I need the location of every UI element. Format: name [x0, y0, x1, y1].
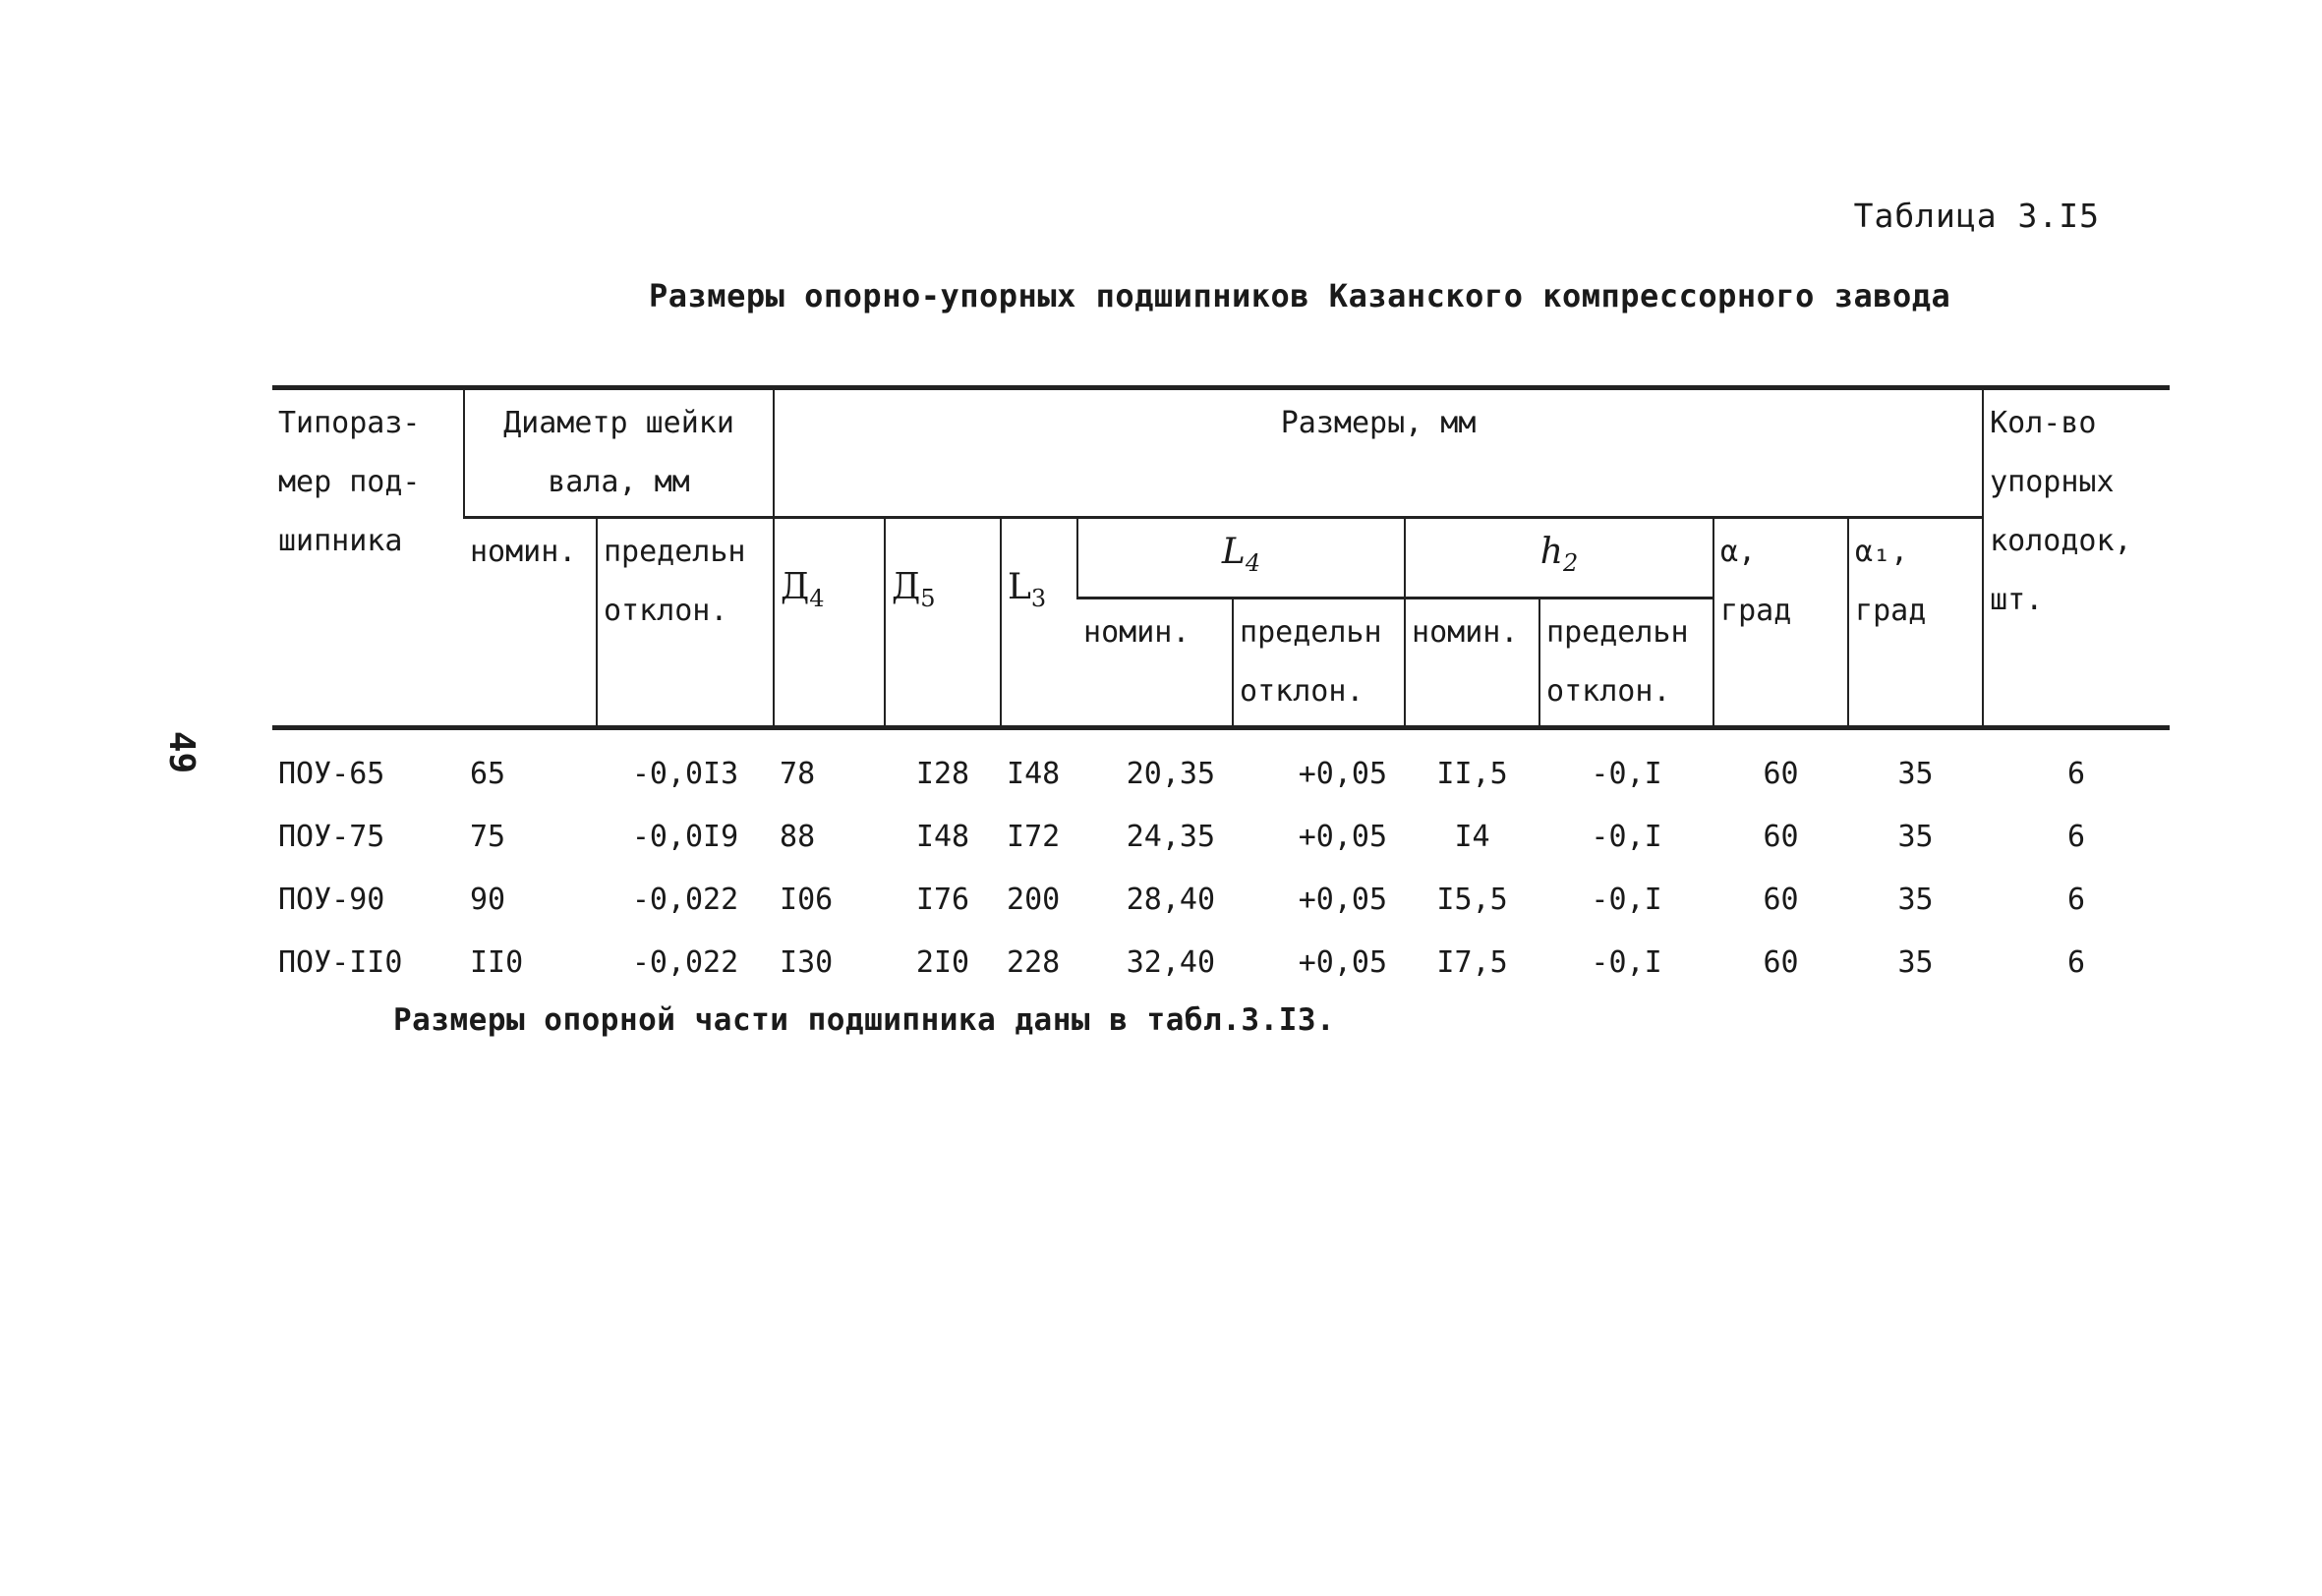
cell-alpha1: 35 — [1897, 756, 1934, 791]
header-l4-nominal: номин. — [1077, 598, 1233, 728]
table-row — [272, 805, 2170, 868]
cell-d4: I06 — [780, 882, 834, 917]
header-l3: $L_3$ — [1001, 518, 1077, 728]
cell-l4-nom: 28,40 — [1126, 882, 1216, 917]
cell-d5: I28 — [915, 756, 970, 791]
cell-count: 6 — [2067, 882, 2086, 917]
table-row — [272, 931, 2170, 994]
header-sizes: Размеры, мм — [774, 388, 1983, 518]
footnote: Размеры опорной части подшипника даны в табл.3.I3. — [393, 1002, 1336, 1038]
cell-alpha: 60 — [1763, 756, 1799, 791]
cell-alpha1: 35 — [1897, 819, 1934, 854]
cell-h2-dev: -0,I — [1591, 882, 1662, 917]
cell-shaft-nom: 65 — [470, 756, 506, 791]
header-shoe-count: Кол-во упорных колодок, шт. — [1983, 388, 2170, 728]
cell-h2-dev: -0,I — [1591, 819, 1662, 854]
header-h2-nominal: номин. — [1405, 598, 1539, 728]
table-row — [272, 728, 2170, 806]
cell-d4: 88 — [780, 819, 816, 854]
cell-d5: I48 — [915, 819, 970, 854]
cell-l4-nom: 20,35 — [1126, 756, 1216, 791]
cell-l3: 200 — [1007, 882, 1061, 917]
cell-l4-dev: +0,05 — [1298, 756, 1388, 791]
header-shaft-nominal: номин. — [464, 518, 597, 728]
cell-l4-nom: 32,40 — [1126, 944, 1216, 980]
cell-shaft-dev: -0,022 — [631, 944, 739, 980]
cell-l4-nom: 24,35 — [1126, 819, 1216, 854]
cell-l4-dev: +0,05 — [1298, 944, 1388, 980]
cell-h2-nom: I5,5 — [1436, 882, 1508, 917]
cell-alpha: 60 — [1763, 819, 1799, 854]
cell-type: ПОУ-75 — [278, 819, 385, 854]
cell-d5: I76 — [915, 882, 970, 917]
table-title: Размеры опорно-упорных подшипников Казанского компрессорного завода — [649, 277, 1951, 314]
header-h2-deviation: предельн отклон. — [1539, 598, 1713, 728]
header-alpha: α, град — [1713, 518, 1848, 728]
cell-count: 6 — [2067, 944, 2086, 980]
table-row — [272, 868, 2170, 931]
cell-count: 6 — [2067, 819, 2086, 854]
cell-shaft-nom: II0 — [470, 944, 524, 980]
cell-shaft-dev: -0,022 — [631, 882, 739, 917]
cell-d4: I30 — [780, 944, 834, 980]
page-number: 49 — [161, 730, 203, 774]
cell-h2-nom: II,5 — [1436, 756, 1508, 791]
cell-alpha: 60 — [1763, 944, 1799, 980]
cell-alpha1: 35 — [1897, 882, 1934, 917]
cell-alpha1: 35 — [1897, 944, 1934, 980]
cell-l3: I72 — [1007, 819, 1061, 854]
cell-l4-dev: +0,05 — [1298, 882, 1388, 917]
header-d4: $Д_4$ — [774, 518, 885, 728]
cell-h2-dev: -0,I — [1591, 756, 1662, 791]
header-bearing-type: Типораз-мер под-шипника — [272, 388, 464, 728]
cell-h2-nom: I7,5 — [1436, 944, 1508, 980]
cell-l3: I48 — [1007, 756, 1061, 791]
header-l4-deviation: предельн отклон. — [1233, 598, 1405, 728]
cell-type: ПОУ-II0 — [278, 944, 403, 980]
cell-type: ПОУ-90 — [278, 882, 385, 917]
header-shaft-diameter: Диаметр шейки вала, мм — [464, 388, 774, 518]
header-l4: $L_4$ — [1077, 518, 1405, 598]
cell-d4: 78 — [780, 756, 816, 791]
cell-shaft-nom: 75 — [470, 819, 506, 854]
cell-h2-dev: -0,I — [1591, 944, 1662, 980]
cell-shaft-nom: 90 — [470, 882, 506, 917]
cell-h2-nom: I4 — [1454, 819, 1490, 854]
header-h2: $h_2$ — [1405, 518, 1713, 598]
cell-l3: 228 — [1007, 944, 1061, 980]
header-shaft-deviation: предельн отклон. — [597, 518, 774, 728]
cell-l4-dev: +0,05 — [1298, 819, 1388, 854]
header-d5: $Д_5$ — [885, 518, 1001, 728]
cell-type: ПОУ-65 — [278, 756, 385, 791]
cell-count: 6 — [2067, 756, 2086, 791]
header-alpha1: α₁, град — [1848, 518, 1983, 728]
cell-d5: 2I0 — [915, 944, 970, 980]
table-number: Таблица 3.I5 — [1853, 197, 2100, 235]
cell-shaft-dev: -0,0I9 — [631, 819, 739, 854]
cell-shaft-dev: -0,0I3 — [631, 756, 739, 791]
bearing-dimensions-table — [272, 385, 2170, 994]
cell-alpha: 60 — [1763, 882, 1799, 917]
